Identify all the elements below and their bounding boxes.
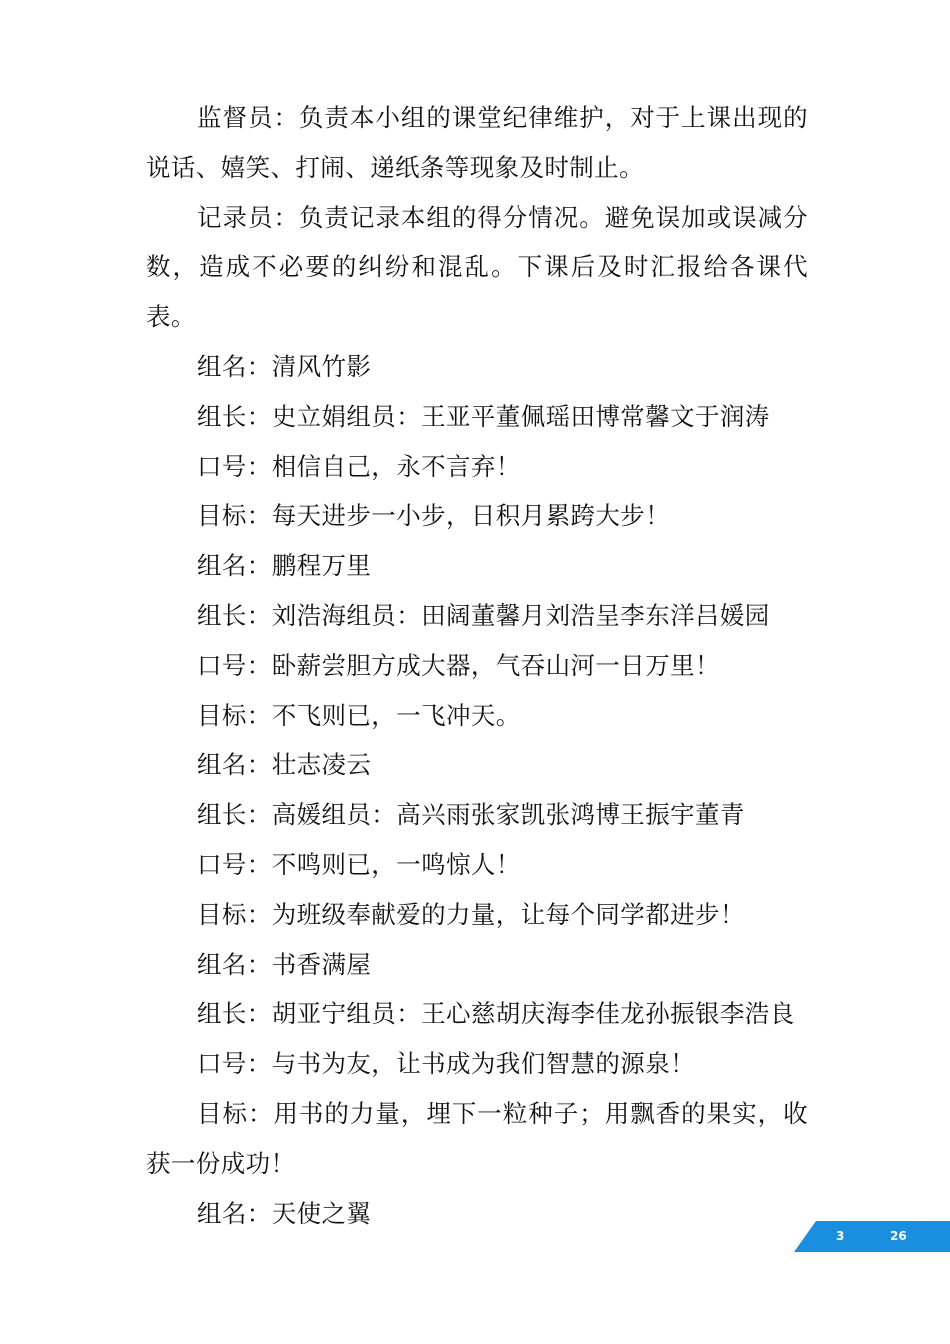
paragraph-monitor-role: 监督员：负责本小组的课堂纪律维护，对于上课出现的说话、嬉笑、打闹、递纸条等现象及时制止。 bbox=[146, 103, 808, 182]
group-name-1: 组名：清风竹影 bbox=[197, 351, 372, 381]
group-name-5: 组名：天使之翼 bbox=[197, 1198, 372, 1228]
group-slogan-2: 口号：卧薪尝胆方成大器，气吞山河一日万里！ bbox=[197, 650, 720, 680]
group-goal-2: 目标：不飞则已，一飞冲天。 bbox=[197, 700, 521, 730]
total-pages-number: 26 bbox=[890, 1229, 907, 1243]
group-name-2: 组名：鹏程万里 bbox=[197, 551, 372, 581]
group-members-1: 组长：史立娟组员：王亚平董佩瑶田博常馨文于润涛 bbox=[197, 401, 770, 431]
current-page-number: 3 bbox=[836, 1229, 845, 1243]
document-body bbox=[146, 93, 808, 1238]
group-members-4: 组长：胡亚宁组员：王心慈胡庆海李佳龙孙振银李浩良 bbox=[197, 999, 795, 1029]
group-name-3: 组名：壮志凌云 bbox=[197, 750, 372, 780]
group-name-4: 组名：书香满屋 bbox=[197, 949, 372, 979]
group-members-3: 组长：高媛组员：高兴雨张家凯张鸿博王振宇董青 bbox=[197, 800, 745, 830]
group-members-2: 组长：刘浩海组员：田阔董馨月刘浩呈李东洋吕媛园 bbox=[197, 600, 770, 630]
paragraph-recorder-role: 记录员：负责记录本组的得分情况。避免误加或误减分数，造成不必要的纠纷和混乱。下课后及时汇报给各课代表。 bbox=[146, 202, 808, 332]
group-slogan-1: 口号：相信自己，永不言弃！ bbox=[197, 451, 521, 481]
page-number-badge bbox=[794, 1221, 950, 1252]
page-badge-shape bbox=[794, 1221, 950, 1252]
group-slogan-3: 口号：不鸣则已，一鸣惊人！ bbox=[197, 849, 521, 879]
group-slogan-4: 口号：与书为友，让书成为我们智慧的源泉！ bbox=[197, 1049, 695, 1079]
group-goal-4: 目标：用书的力量，埋下一粒种子；用飘香的果实，收获一份成功！ bbox=[146, 1098, 808, 1178]
group-goal-3: 目标：为班级奉献爱的力量，让每个同学都进步！ bbox=[197, 899, 745, 929]
group-goal-1: 目标：每天进步一小步，日积月累跨大步！ bbox=[197, 501, 671, 531]
